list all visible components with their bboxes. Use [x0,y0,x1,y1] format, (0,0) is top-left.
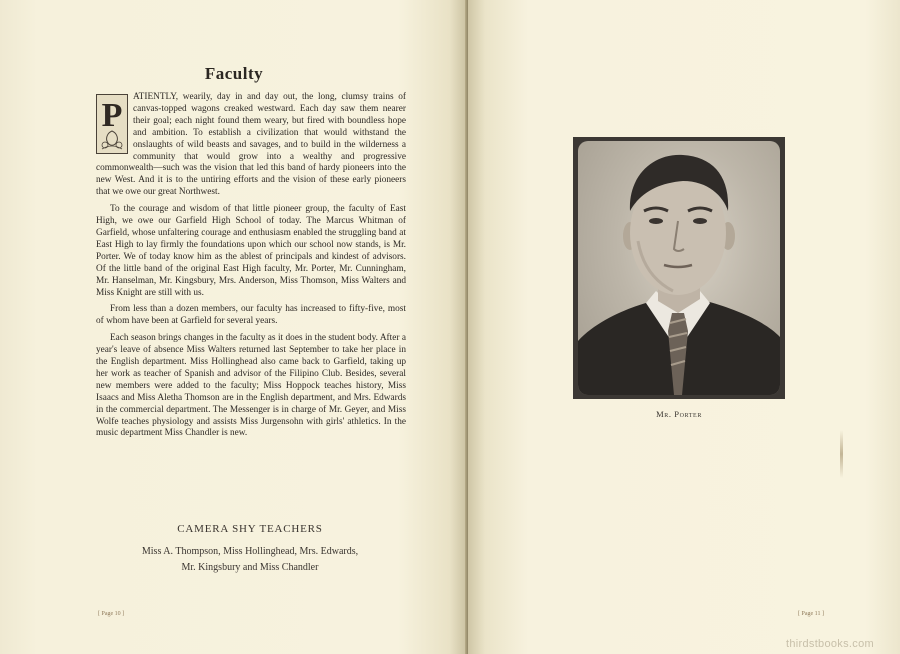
portrait-photo [578,141,780,395]
camera-shy-heading: CAMERA SHY TEACHERS [177,523,323,535]
portrait-illustration [578,141,780,395]
camera-shy-line-1: Miss A. Thompson, Miss Hollinghead, Mrs. Edwards, [141,546,359,557]
photo-caption: Mr. Porter [656,409,702,419]
page-title: Faculty [204,64,264,83]
paragraph-1-text: ATIENTLY, wearily, day in and day out, the long, clumsy trains of canvas-topped wagons creaked westward. Each day saw them nearer their goal; each night found them weary, but fired with boundless hope and ambition. To establish a civilization that would withstand the onslaughts of wild beasts and savages, and to build in the wilderness a community that would grow into a wealthy and progressive commonwealth—such was the vision that led this band of hardy pioneers into the new West. And it is to the untiring efforts and the vision of these early pioneers that we owe our great Northwest. [96,92,406,198]
floral-ornament-icon [99,129,125,151]
camera-shy-names [0,544,500,576]
page-number-left: [ Page 10 ] [98,611,125,617]
paragraph-4: Each season brings changes in the faculty as it does in the student body. After a year's leave of absence Miss Walters returned last September to take her place in the English department. Miss Hollinghead also came back to Garfield, taking up her work as teacher of Spanish and advisor of the Filipino Club. Besides, several new members were added to the faculty; Miss Hoppock teaches history, Miss Isaacs and Miss Aletha Thomson are in the English department, and Mrs. Edwards in the commercial department. The Messenger is in charge of Mr. Geyer, and Miss Wolfe teaches physiology and assists Miss Jurgensohn with girls' athletics. In the music department Miss Chandler is new. [96,333,406,439]
portrait-frame [573,137,785,399]
camera-shy-line-2: Mr. Kingsbury and Miss Chandler [181,562,319,573]
paragraph-1 [96,92,406,199]
drop-cap-ornament [96,94,128,154]
paragraph-3: From less than a dozen members, our faculty has increased to fifty-five, most of whom have been at Garfield for several years. [96,304,406,327]
body-text [96,92,406,445]
watermark-text: thirdstbooks.com [786,638,874,650]
drop-cap-letter: P [101,97,123,134]
page-number-right: [ Page 11 ] [798,611,824,617]
paper-stain [840,430,843,478]
paragraph-2: To the courage and wisdom of that little pioneer group, the faculty of East High, we owe our Garfield High School of today. The Marcus Whitman of Garfield, whose unfaltering courage and enthusiasm enabled the struggling band at East High to lay firmly the foundations upon which our school now stands, is Mr. Porter. We of today know him as the ablest of principals and kindest of advisors. Of the little band of the original East High faculty, Mr. Porter, Mr. Cunningham, Mr. Hanselman, Mr. Kingsbury, Mrs. Anderson, Miss Thomson, Miss Walters and Miss Knight are still with us. [96,204,406,298]
